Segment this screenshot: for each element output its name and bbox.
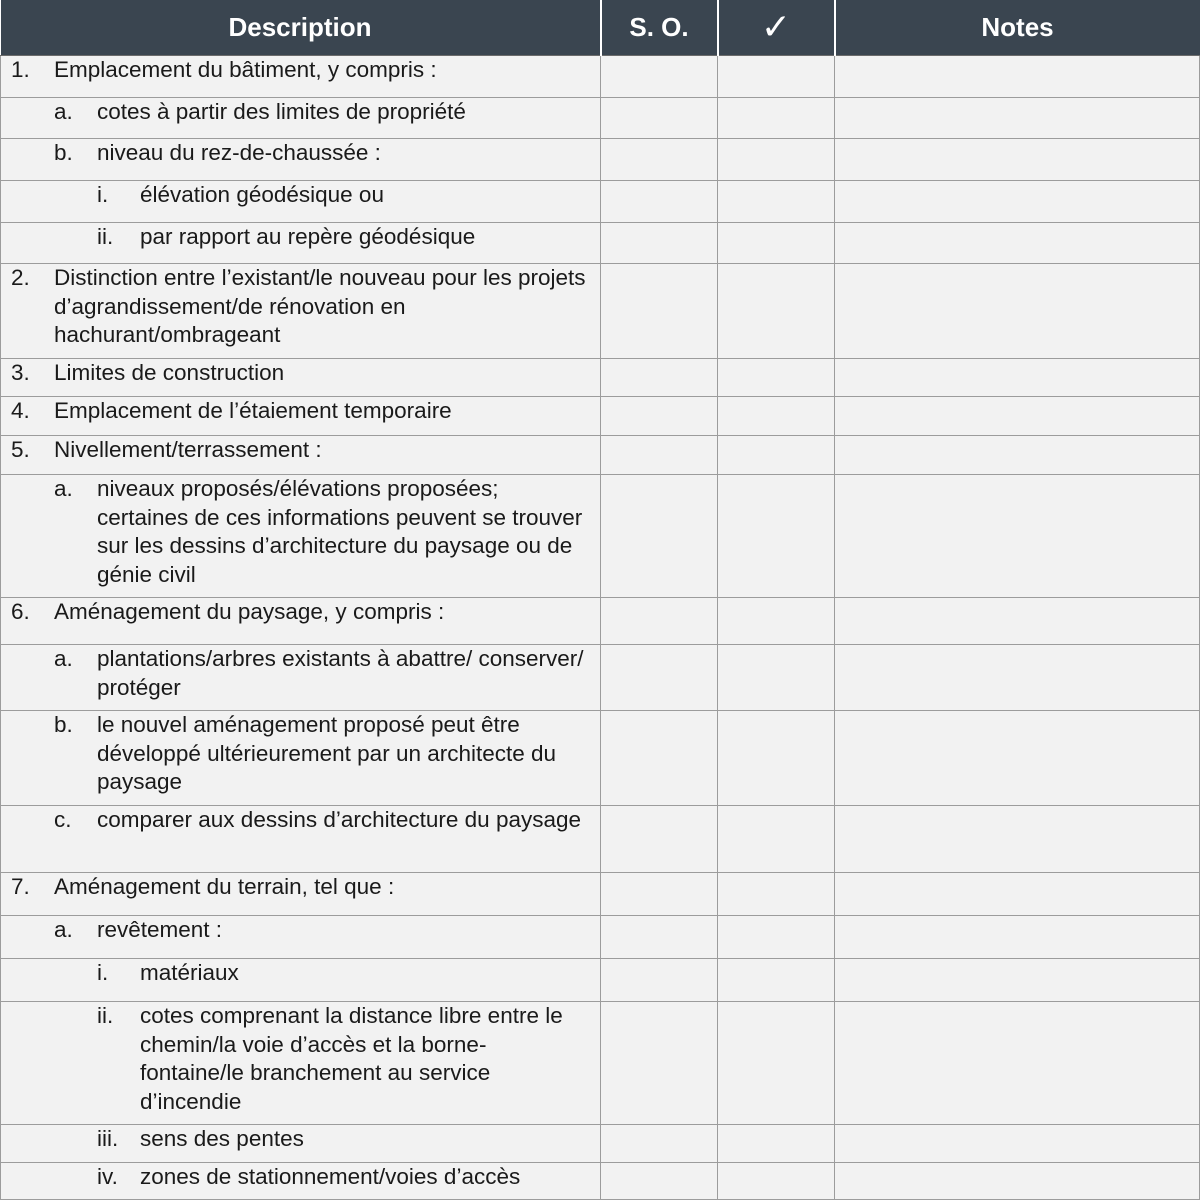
item-marker: 1. <box>11 57 30 82</box>
check-cell[interactable] <box>718 1163 835 1200</box>
check-cell[interactable] <box>718 139 835 181</box>
notes-cell[interactable] <box>835 806 1200 873</box>
item-marker: i. <box>97 960 109 985</box>
table-row <box>1 359 1200 397</box>
so-cell[interactable] <box>601 223 718 264</box>
so-cell[interactable] <box>601 806 718 873</box>
item-text: Aménagement du terrain, tel que : <box>54 874 395 899</box>
item-marker: iv. <box>97 1164 118 1189</box>
item-text: comparer aux dessins d’architecture du paysage <box>97 807 582 832</box>
item-marker: 5. <box>11 437 30 462</box>
item-marker: ii. <box>97 224 114 249</box>
so-cell[interactable] <box>601 959 718 1002</box>
so-cell[interactable] <box>601 139 718 181</box>
so-cell[interactable] <box>601 181 718 223</box>
table-row <box>1 1002 1200 1125</box>
table-row <box>1 475 1200 598</box>
notes-cell[interactable] <box>835 645 1200 711</box>
header-notes: Notes <box>835 0 1200 56</box>
check-cell[interactable] <box>718 359 835 397</box>
check-cell[interactable] <box>718 1002 835 1125</box>
item-marker: a. <box>54 99 73 124</box>
notes-cell[interactable] <box>835 139 1200 181</box>
item-marker: a. <box>54 917 73 942</box>
table-row <box>1 959 1200 1002</box>
table-row <box>1 598 1200 645</box>
check-cell[interactable] <box>718 475 835 598</box>
check-cell[interactable] <box>718 397 835 436</box>
so-cell[interactable] <box>601 598 718 645</box>
item-text: Emplacement du bâtiment, y compris : <box>54 57 437 82</box>
check-cell[interactable] <box>718 56 835 98</box>
notes-cell[interactable] <box>835 359 1200 397</box>
notes-cell[interactable] <box>835 873 1200 916</box>
item-text: le nouvel aménagement proposé peut être développé ultérieurement par un architecte du paysage <box>97 712 557 794</box>
so-cell[interactable] <box>601 916 718 959</box>
check-cell[interactable] <box>718 645 835 711</box>
so-cell[interactable] <box>601 1163 718 1200</box>
check-cell[interactable] <box>718 916 835 959</box>
check-cell[interactable] <box>718 181 835 223</box>
item-marker: 3. <box>11 360 30 385</box>
item-text: matériaux <box>140 960 239 985</box>
checkmark-icon: ✓ <box>760 6 792 47</box>
item-marker: i. <box>97 182 109 207</box>
item-marker: 4. <box>11 398 30 423</box>
check-cell[interactable] <box>718 598 835 645</box>
check-cell[interactable] <box>718 959 835 1002</box>
item-marker: c. <box>54 807 72 832</box>
so-cell[interactable] <box>601 1002 718 1125</box>
item-text: plantations/arbres existants à abattre/ conserver/ protéger <box>97 646 584 700</box>
item-marker: iii. <box>97 1126 119 1151</box>
table-row <box>1 397 1200 436</box>
table-row <box>1 181 1200 223</box>
header-row <box>1 0 1200 56</box>
notes-cell[interactable] <box>835 56 1200 98</box>
table-row <box>1 1125 1200 1163</box>
table-row <box>1 711 1200 806</box>
check-cell[interactable] <box>718 98 835 139</box>
table-row <box>1 223 1200 264</box>
header-check <box>718 0 835 56</box>
item-text: revêtement : <box>97 917 223 942</box>
notes-cell[interactable] <box>835 1163 1200 1200</box>
item-text: zones de stationnement/voies d’accès <box>140 1164 521 1189</box>
so-cell[interactable] <box>601 873 718 916</box>
item-text: par rapport au repère géodésique <box>140 224 476 249</box>
table-row <box>1 873 1200 916</box>
so-cell[interactable] <box>601 436 718 475</box>
item-text: Nivellement/terrassement : <box>54 437 322 462</box>
table-row <box>1 264 1200 359</box>
item-text: cotes à partir des limites de propriété <box>97 99 466 124</box>
check-cell[interactable] <box>718 873 835 916</box>
item-text: Distinction entre l’existant/le nouveau pour les projets d’agrandissement/de rénovation en hachurant/ombrageant <box>54 265 586 347</box>
notes-cell[interactable] <box>835 711 1200 806</box>
item-marker: ii. <box>97 1003 114 1028</box>
item-text: sens des pentes <box>140 1126 304 1151</box>
so-cell[interactable] <box>601 645 718 711</box>
table-row <box>1 1163 1200 1200</box>
notes-cell[interactable] <box>835 397 1200 436</box>
notes-cell[interactable] <box>835 223 1200 264</box>
notes-cell[interactable] <box>835 959 1200 1002</box>
check-cell[interactable] <box>718 264 835 359</box>
notes-cell[interactable] <box>835 1002 1200 1125</box>
so-cell[interactable] <box>601 397 718 436</box>
item-text: niveaux proposés/élévations proposées; certaines de ces informations peuvent se trouver sur les dessins d’architecture du paysage ou de génie civil <box>97 476 583 587</box>
so-cell[interactable] <box>601 56 718 98</box>
table-row <box>1 56 1200 98</box>
notes-cell[interactable] <box>835 436 1200 475</box>
notes-cell[interactable] <box>835 1125 1200 1163</box>
so-cell[interactable] <box>601 98 718 139</box>
item-marker: 7. <box>11 874 30 899</box>
table-row <box>1 806 1200 873</box>
item-text: Emplacement de l’étaiement temporaire <box>54 398 452 423</box>
check-cell[interactable] <box>718 436 835 475</box>
item-text: Aménagement du paysage, y compris : <box>54 599 445 624</box>
item-text: niveau du rez-de-chaussée : <box>97 140 381 165</box>
so-cell[interactable] <box>601 475 718 598</box>
header-so: S. O. <box>601 0 718 56</box>
table-row <box>1 916 1200 959</box>
check-cell[interactable] <box>718 1125 835 1163</box>
notes-cell[interactable] <box>835 181 1200 223</box>
so-cell[interactable] <box>601 359 718 397</box>
item-text: élévation géodésique ou <box>140 182 384 207</box>
so-cell[interactable] <box>601 711 718 806</box>
header-description: Description <box>1 0 601 56</box>
item-text: Limites de construction <box>54 360 285 385</box>
table-row <box>1 139 1200 181</box>
item-marker: b. <box>54 140 73 165</box>
check-cell[interactable] <box>718 806 835 873</box>
so-cell[interactable] <box>601 264 718 359</box>
so-cell[interactable] <box>601 1125 718 1163</box>
item-marker: a. <box>54 476 73 501</box>
item-marker: a. <box>54 646 73 671</box>
notes-cell[interactable] <box>835 475 1200 598</box>
table-row <box>1 645 1200 711</box>
notes-cell[interactable] <box>835 916 1200 959</box>
item-text: cotes comprenant la distance libre entre le chemin/la voie d’accès et la borne-fontaine/le branchement au service d’incendie <box>140 1003 563 1114</box>
check-cell[interactable] <box>718 711 835 806</box>
item-marker: 2. <box>11 265 30 290</box>
item-marker: 6. <box>11 599 30 624</box>
item-marker: b. <box>54 712 73 737</box>
notes-cell[interactable] <box>835 98 1200 139</box>
table-row <box>1 436 1200 475</box>
table-row <box>1 98 1200 139</box>
notes-cell[interactable] <box>835 598 1200 645</box>
check-cell[interactable] <box>718 223 835 264</box>
notes-cell[interactable] <box>835 264 1200 359</box>
